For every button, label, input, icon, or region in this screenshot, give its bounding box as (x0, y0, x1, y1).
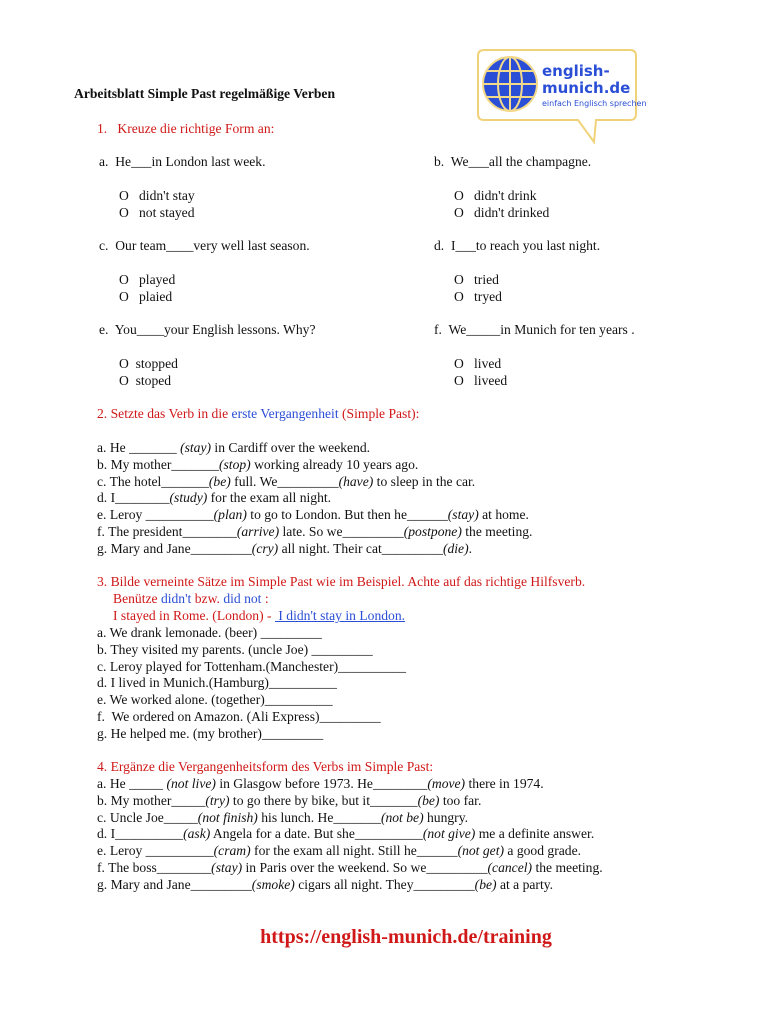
answer-option[interactable]: O plaied (119, 289, 173, 304)
verb-hint: (have) (338, 473, 374, 489)
worksheet-title: Arbeitsblatt Simple Past regelmäßige Verben (74, 86, 336, 101)
verb-hint: (stay) (211, 860, 243, 875)
logo-name-line1: english- (542, 62, 610, 80)
verb-hint: (stop) (218, 456, 251, 472)
line-text: in Cardiff over the weekend. (211, 440, 371, 455)
line-text: cigars all night. They_________ (294, 876, 475, 892)
exercise-line: c. Leroy played for Tottenham.(Manchester)__________ (97, 658, 407, 674)
question: e. You____your English lessons. Why? (99, 322, 316, 337)
verb-hint: (study) (169, 490, 208, 506)
line-text: late. So we_________ (279, 524, 404, 539)
verb-hint: (die) (442, 540, 469, 556)
line-text: . (468, 540, 473, 556)
answer-option[interactable]: O stoped (119, 373, 172, 388)
answer-option[interactable]: O liveed (454, 373, 508, 388)
line-text: Angela for a date. But she__________ (210, 826, 423, 842)
exercise-line (97, 809, 468, 826)
exercise-line (97, 876, 553, 893)
exercise-line: d. I lived in Munich.(Hamburg)__________ (97, 675, 337, 691)
section1-heading: 1. Kreuze die richtige Form an: (97, 121, 275, 136)
verb-hint: (cry) (251, 540, 279, 556)
question: c. Our team____very well last season. (99, 238, 310, 253)
exercise-line (97, 489, 331, 506)
verb-hint: (stay) (447, 507, 479, 523)
section3-example-answer: I didn't stay in London. (274, 608, 406, 623)
verb-hint: (arrive) (236, 524, 280, 539)
verb-hint: (not get) (457, 843, 504, 859)
answer-option[interactable]: O stopped (119, 356, 178, 371)
verb-hint: (stay) (180, 440, 212, 455)
answer-option[interactable]: O tried (454, 272, 499, 287)
line-text: c. Uncle Joe_____ (97, 809, 198, 825)
section2-heading-part2: (Simple Past): (338, 406, 420, 421)
line-text: in Paris over the weekend. So we_________ (242, 860, 488, 875)
verb-hint: (move) (427, 776, 466, 791)
exercise-line (97, 523, 532, 540)
section3-hint-part1: Benütze (113, 591, 161, 606)
line-text: his lunch. He_______ (257, 809, 381, 825)
section2-heading-part1: 2. Setzte das Verb in die (97, 406, 232, 421)
verb-hint: (be) (417, 792, 440, 808)
line-text: me a definite answer. (475, 826, 595, 842)
line-text: f. The president________ (97, 524, 237, 539)
line-text: in Glasgow before 1973. He________ (215, 776, 428, 791)
line-text: the meeting. (461, 524, 533, 539)
answer-option[interactable]: O didn't drink (454, 188, 537, 203)
verb-hint: (cancel) (487, 860, 533, 875)
line-text: g. Mary and Jane_________ (97, 540, 252, 556)
verb-hint: (smoke) (251, 876, 295, 892)
exercise-line (97, 506, 529, 523)
answer-option[interactable]: O played (119, 272, 176, 287)
exercise-line: b. They visited my parents. (uncle Joe) _________ (97, 641, 373, 657)
line-text: for the exam all night. (207, 490, 332, 506)
line-text: e. Leroy __________ (97, 843, 214, 859)
globe-icon (483, 57, 537, 111)
verb-hint: (not be) (380, 809, 424, 825)
exercise-line: e. We worked alone. (together)__________ (97, 692, 333, 708)
section3-example-sentence: I stayed in Rome. (London) - (113, 608, 275, 623)
logo-tagline: einfach Englisch sprechen (542, 99, 647, 108)
line-text: full. We_________ (230, 473, 339, 489)
line-text: a. He _____ (97, 776, 167, 791)
answer-option[interactable]: O not stayed (119, 205, 195, 220)
exercise-line (97, 792, 481, 809)
verb-hint: (postpone) (403, 524, 462, 539)
line-text: hungry. (423, 809, 469, 825)
line-text: to go to London. But then he______ (246, 507, 448, 523)
logo-name-line2: munich.de (542, 79, 631, 97)
line-text: a good grade. (504, 843, 582, 859)
line-text: a. He _______ (97, 440, 181, 455)
exercise-line (97, 473, 475, 490)
english-munich-logo (470, 44, 647, 146)
line-text: for the exam all night. Still he______ (250, 843, 458, 859)
section3-hint-part3: : (261, 591, 269, 606)
line-text: there in 1974. (465, 776, 544, 791)
line-text: too far. (439, 792, 482, 808)
exercise-line: g. He helped me. (my brother)_________ (97, 725, 324, 741)
answer-option[interactable]: O tryed (454, 289, 502, 304)
section3-hint-did-not: did not (223, 591, 262, 606)
line-text: d. I________ (97, 490, 170, 506)
section3-hint-part2: bzw. (191, 591, 224, 606)
line-text: at a party. (496, 876, 554, 892)
line-text: g. Mary and Jane_________ (97, 876, 252, 892)
footer-url-link[interactable]: https://english-munich.de/training (260, 926, 552, 948)
question: b. We___all the champagne. (434, 154, 592, 169)
question: f. We_____in Munich for ten years . (434, 322, 635, 337)
answer-option[interactable]: O lived (454, 356, 502, 371)
exercise-line (97, 540, 472, 557)
exercise-line (97, 456, 418, 473)
exercise-line (97, 842, 581, 859)
exercise-line: f. We ordered on Amazon. (Ali Express)_________ (97, 709, 381, 724)
line-text: at home. (478, 507, 529, 523)
line-text: working already 10 years ago. (250, 456, 419, 472)
verb-hint: (be) (208, 473, 231, 489)
section4-heading: 4. Ergänze die Vergangenheitsform des Verbs im Simple Past: (97, 759, 434, 774)
verb-hint: (not give) (422, 826, 476, 842)
section3-heading: 3. Bilde verneinte Sätze im Simple Past wie im Beispiel. Achte auf das richtige Hilfsverb. (97, 574, 586, 589)
question: d. I___to reach you last night. (434, 238, 601, 253)
exercise-line (97, 859, 603, 876)
verb-hint: (be) (474, 876, 497, 892)
exercise-line (97, 439, 370, 456)
line-text: f. The boss________ (97, 860, 212, 875)
line-text: e. Leroy __________ (97, 507, 214, 523)
line-text: d. I__________ (97, 826, 184, 842)
line-text: c. The hotel_______ (97, 473, 209, 489)
exercise-line (97, 775, 544, 792)
section2-heading (97, 405, 419, 422)
line-text: the meeting. (532, 860, 603, 875)
line-text: to sleep in the car. (373, 473, 476, 489)
verb-hint: (plan) (213, 507, 247, 523)
line-text: b. My mother_____ (97, 792, 206, 808)
line-text: to go there by bike, but it_______ (229, 792, 418, 808)
verb-hint: (cram) (213, 843, 251, 859)
question: a. He___in London last week. (99, 154, 266, 169)
exercise-line (97, 825, 594, 842)
answer-option[interactable]: O didn't stay (119, 188, 195, 203)
section3-example (113, 607, 405, 624)
section3-hint-didnt: didn't (160, 591, 192, 606)
line-text: all night. Their cat_________ (278, 540, 443, 556)
line-text: b. My mother_______ (97, 456, 219, 472)
verb-hint: (not live) (166, 776, 216, 791)
section2-heading-term: erste Vergangenheit (231, 406, 339, 421)
verb-hint: (not finish) (197, 809, 258, 825)
exercise-line: a. We drank lemonade. (beer) _________ (97, 625, 322, 640)
section3-hint (113, 590, 269, 607)
answer-option[interactable]: O didn't drinked (454, 205, 550, 220)
verb-hint: (try) (205, 792, 230, 808)
verb-hint: (ask) (183, 826, 211, 842)
